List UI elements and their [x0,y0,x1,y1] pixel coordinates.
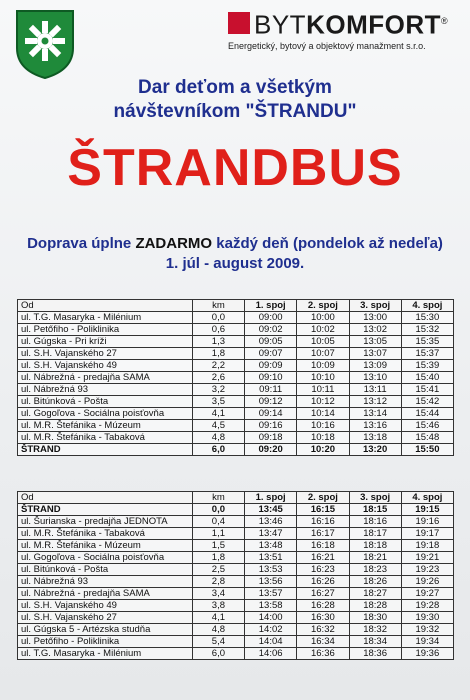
departure-time: 19:26 [401,576,453,588]
departure-time: 19:15 [401,504,453,516]
header-stop: Od [18,300,193,312]
departure-time: 14:02 [245,624,297,636]
stop-km: 3,5 [192,396,244,408]
timetable-from-strand [17,491,454,660]
stop-km: 1,3 [192,336,244,348]
transport-line1-before: Doprava úplne [27,235,136,252]
departure-time: 19:21 [401,552,453,564]
stop-km: 1,1 [192,528,244,540]
stop-km: 4,8 [192,624,244,636]
departure-time: 19:23 [401,564,453,576]
departure-time: 13:58 [245,600,297,612]
transport-notice [0,234,470,274]
table-row [18,324,454,336]
stop-name: ul. Šurianska - predajňa JEDNOTA [18,516,193,528]
brand-name-part1: BYT [254,9,307,40]
departure-time: 15:40 [401,372,453,384]
departure-time: 18:28 [349,600,401,612]
departure-time: 13:07 [349,348,401,360]
stop-km: 2,8 [192,576,244,588]
header-run: 1. spoj [245,492,297,504]
departure-time: 13:16 [349,420,401,432]
table-row [18,564,454,576]
departure-time: 09:00 [245,312,297,324]
departure-time: 13:46 [245,516,297,528]
departure-time: 13:20 [349,444,401,456]
departure-time: 15:46 [401,420,453,432]
departure-time: 10:20 [297,444,349,456]
table-row [18,648,454,660]
stop-km: 5,4 [192,636,244,648]
table-row [18,348,454,360]
stop-name: ul. Gúgska 5 - Artézska studňa [18,624,193,636]
departure-time: 15:39 [401,360,453,372]
stop-name: ul. Nábrežná - predajňa SAMA [18,372,193,384]
table-row [18,408,454,420]
departure-time: 10:07 [297,348,349,360]
header-run: 1. spoj [245,300,297,312]
brand-name [254,8,448,38]
departure-time: 13:09 [349,360,401,372]
departure-time: 10:18 [297,432,349,444]
departure-time: 18:16 [349,516,401,528]
transport-line1 [0,234,470,254]
departure-time: 13:12 [349,396,401,408]
departure-time: 09:18 [245,432,297,444]
departure-time: 19:34 [401,636,453,648]
table-row [18,600,454,612]
departure-time: 09:11 [245,384,297,396]
departure-time: 18:26 [349,576,401,588]
table-row [18,432,454,444]
departure-time: 13:02 [349,324,401,336]
departure-time: 19:36 [401,648,453,660]
table-row [18,312,454,324]
header-run: 4. spoj [401,492,453,504]
header-km: km [192,492,244,504]
table-row [18,540,454,552]
table-header-row [18,300,454,312]
departure-time: 16:32 [297,624,349,636]
stop-km: 0,0 [192,504,244,516]
departure-time: 18:15 [349,504,401,516]
stop-name: ul. Bitúnková - Pošta [18,564,193,576]
departure-time: 16:21 [297,552,349,564]
departure-time: 10:12 [297,396,349,408]
stop-name: ul. Nábrežná 93 [18,384,193,396]
departure-time: 10:00 [297,312,349,324]
departure-time: 15:32 [401,324,453,336]
departure-time: 09:07 [245,348,297,360]
stop-name: ŠTRAND [18,504,193,516]
table-row [18,372,454,384]
table-row [18,516,454,528]
stop-name: ul. M.R. Štefánika - Tabaková [18,432,193,444]
departure-time: 13:48 [245,540,297,552]
stop-name: ul. S.H. Vajanského 49 [18,360,193,372]
stop-name: ul. Nábrežná 93 [18,576,193,588]
stop-km: 0,0 [192,312,244,324]
table-header-row [18,492,454,504]
departure-time: 16:17 [297,528,349,540]
table-row [18,588,454,600]
table-row [18,420,454,432]
header-run: 3. spoj [349,300,401,312]
departure-time: 09:14 [245,408,297,420]
table-row [18,612,454,624]
stop-km: 4,8 [192,432,244,444]
dedication [0,76,470,124]
departure-time: 18:27 [349,588,401,600]
stop-km: 1,8 [192,552,244,564]
table-row [18,552,454,564]
departure-time: 13:00 [349,312,401,324]
departure-time: 13:10 [349,372,401,384]
stop-name: ul. Nábrežná - predajňa SAMA [18,588,193,600]
stop-km: 4,1 [192,612,244,624]
departure-time: 15:42 [401,396,453,408]
stop-name: ul. Petőfiho - Poliklinika [18,636,193,648]
table-row [18,576,454,588]
departure-time: 09:09 [245,360,297,372]
departure-time: 16:34 [297,636,349,648]
stop-km: 1,5 [192,540,244,552]
departure-time: 16:30 [297,612,349,624]
departure-time: 09:05 [245,336,297,348]
table-row [18,624,454,636]
stop-name: ul. Gogoľova - Sociálna poisťovňa [18,408,193,420]
table-row [18,360,454,372]
stop-name: ŠTRAND [18,444,193,456]
transport-dates: 1. júl - august 2009. [165,255,305,272]
stop-name: ul. S.H. Vajanského 27 [18,612,193,624]
departure-time: 13:51 [245,552,297,564]
departure-time: 13:56 [245,576,297,588]
table-row [18,336,454,348]
departure-time: 16:15 [297,504,349,516]
departure-time: 15:30 [401,312,453,324]
departure-time: 13:18 [349,432,401,444]
departure-time: 16:18 [297,540,349,552]
departure-time: 15:50 [401,444,453,456]
stop-name: ul. M.R. Štefánika - Múzeum [18,540,193,552]
stop-km: 3,4 [192,588,244,600]
free-highlight: ZADARMO [135,235,213,252]
departure-time: 16:27 [297,588,349,600]
header-run: 2. spoj [297,492,349,504]
departure-time: 13:14 [349,408,401,420]
departure-time: 19:16 [401,516,453,528]
transport-line1-after: každý deň (pondelok až nedeľa) [212,235,443,252]
departure-time: 18:23 [349,564,401,576]
stop-name: ul. S.H. Vajanského 27 [18,348,193,360]
header-run: 4. spoj [401,300,453,312]
departure-time: 19:30 [401,612,453,624]
stop-km: 3,2 [192,384,244,396]
brand-square-icon [228,12,250,34]
municipal-coat-of-arms-icon [14,8,76,80]
departure-time: 13:57 [245,588,297,600]
stop-km: 2,6 [192,372,244,384]
departure-time: 18:18 [349,540,401,552]
departure-time: 19:18 [401,540,453,552]
stop-name: ul. M.R. Štefánika - Tabaková [18,528,193,540]
departure-time: 13:47 [245,528,297,540]
departure-time: 18:34 [349,636,401,648]
departure-time: 16:16 [297,516,349,528]
dedication-line1: Dar deťom a všetkým [138,77,332,98]
table-row [18,444,454,456]
departure-time: 16:26 [297,576,349,588]
header-run: 3. spoj [349,492,401,504]
departure-time: 09:16 [245,420,297,432]
header-km: km [192,300,244,312]
departure-time: 09:02 [245,324,297,336]
departure-time: 13:05 [349,336,401,348]
departure-time: 16:28 [297,600,349,612]
departure-time: 15:44 [401,408,453,420]
departure-time: 13:53 [245,564,297,576]
departure-time: 18:30 [349,612,401,624]
brand-logo [228,8,460,51]
departure-time: 10:10 [297,372,349,384]
departure-time: 15:37 [401,348,453,360]
departure-time: 18:21 [349,552,401,564]
departure-time: 19:17 [401,528,453,540]
header-run: 2. spoj [297,300,349,312]
departure-time: 14:06 [245,648,297,660]
stop-km: 3,8 [192,600,244,612]
stop-km: 2,2 [192,360,244,372]
departure-time: 10:02 [297,324,349,336]
departure-time: 16:36 [297,648,349,660]
departure-time: 18:36 [349,648,401,660]
stop-km: 4,5 [192,420,244,432]
departure-time: 19:28 [401,600,453,612]
stop-name: ul. S.H. Vajanského 49 [18,600,193,612]
departure-time: 15:35 [401,336,453,348]
stop-km: 0,6 [192,324,244,336]
poster-title: ŠTRANDBUS [67,139,403,197]
stop-km: 0,4 [192,516,244,528]
departure-time: 10:05 [297,336,349,348]
stop-name: ul. Gogoľova - Sociálna poisťovňa [18,552,193,564]
stop-km: 6,0 [192,648,244,660]
table-row [18,396,454,408]
stop-name: ul. M.R. Štefánika - Múzeum [18,420,193,432]
departure-time: 13:45 [245,504,297,516]
timetable-to-strand [17,299,454,456]
departure-time: 18:17 [349,528,401,540]
departure-time: 19:32 [401,624,453,636]
departure-time: 16:23 [297,564,349,576]
table-row [18,384,454,396]
header-stop: Od [18,492,193,504]
brand-tagline: Energetický, bytový a objektový manažment s.r.o. [228,40,426,51]
departure-time: 09:20 [245,444,297,456]
stop-name: ul. T.G. Masaryka - Milénium [18,312,193,324]
departure-time: 15:48 [401,432,453,444]
table-row [18,504,454,516]
departure-time: 13:11 [349,384,401,396]
departure-time: 19:27 [401,588,453,600]
stop-name: ul. T.G. Masaryka - Milénium [18,648,193,660]
stop-name: ul. Gúgska - Pri kríži [18,336,193,348]
departure-time: 18:32 [349,624,401,636]
stop-km: 4,1 [192,408,244,420]
stop-km: 6,0 [192,444,244,456]
table-row [18,636,454,648]
registered-mark: ® [441,16,449,26]
departure-time: 14:00 [245,612,297,624]
departure-time: 10:11 [297,384,349,396]
brand-name-part2: KOMFORT [306,9,441,40]
departure-time: 15:41 [401,384,453,396]
departure-time: 09:12 [245,396,297,408]
stop-name: ul. Bitúnková - Pošta [18,396,193,408]
departure-time: 10:09 [297,360,349,372]
departure-time: 14:04 [245,636,297,648]
table-row [18,528,454,540]
departure-time: 09:10 [245,372,297,384]
departure-time: 10:16 [297,420,349,432]
dedication-line2: návštevníkom "ŠTRANDU" [113,101,357,122]
departure-time: 10:14 [297,408,349,420]
stop-name: ul. Petőfiho - Poliklinika [18,324,193,336]
stop-km: 1,8 [192,348,244,360]
stop-km: 2,5 [192,564,244,576]
